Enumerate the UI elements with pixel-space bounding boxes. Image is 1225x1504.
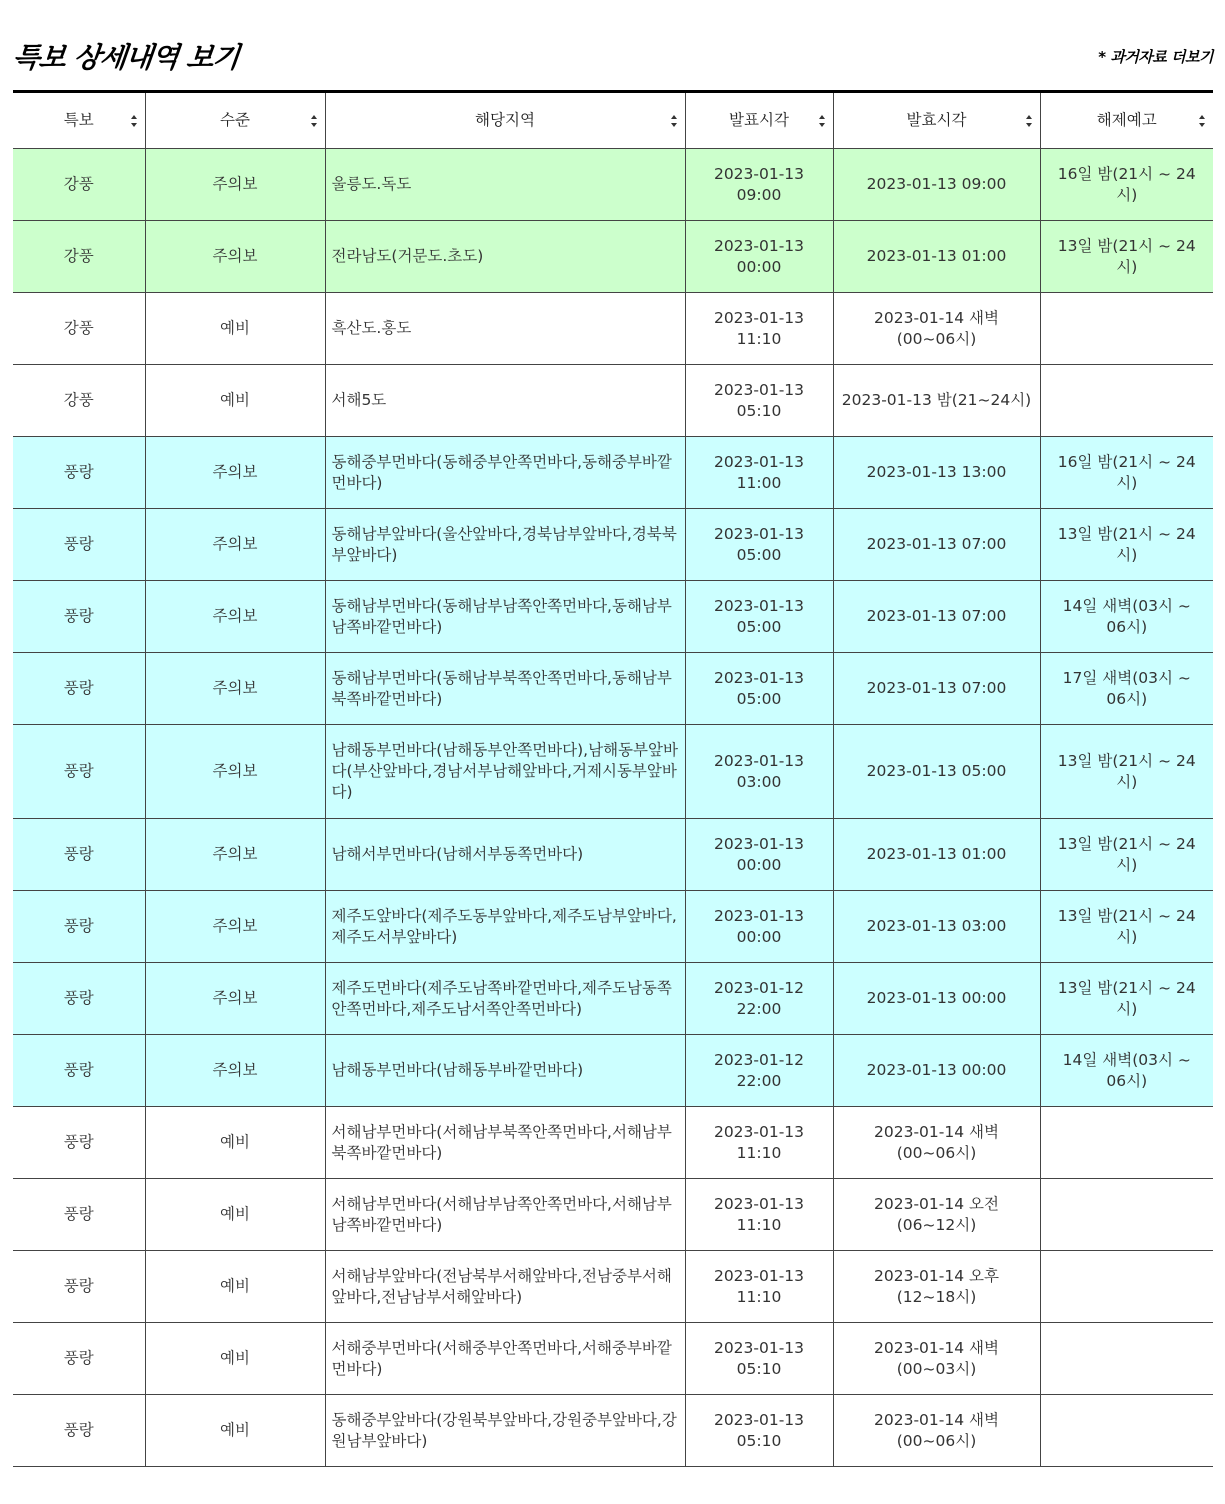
effective-line-1: 2023-01-14 새벽 <box>874 308 999 327</box>
release-line-1: 13일 밤(21시 ~ 24시) <box>1057 751 1196 791</box>
cell-effective <box>833 149 1040 221</box>
announced-date: 2023-01-13 <box>713 668 805 687</box>
column-header-area[interactable]: 해당지역 <box>325 92 685 149</box>
announced-time: 11:10 <box>736 1143 782 1162</box>
effective-line-1: 2023-01-13 01:00 <box>866 247 1007 265</box>
effective-line-2: (06~12시) <box>896 1215 977 1234</box>
announced-time: 22:00 <box>736 999 782 1018</box>
release-line-2: 06시) <box>1106 1071 1148 1090</box>
cell-announced <box>685 725 833 819</box>
effective-line-2: (00~06시) <box>896 1143 977 1162</box>
cell-type: 강풍 <box>13 365 145 437</box>
cell-area: 동해중부먼바다(동해중부안쪽먼바다,동해중부바깥먼바다) <box>325 437 685 509</box>
cell-announced <box>685 221 833 293</box>
table-row <box>13 1035 1213 1107</box>
announced-date: 2023-01-13 <box>713 1410 805 1429</box>
cell-type: 풍랑 <box>13 1179 145 1251</box>
announced-time: 05:00 <box>736 617 782 636</box>
cell-level: 주의보 <box>145 1035 325 1107</box>
cell-area: 남해동부먼바다(남해동부바깥먼바다) <box>325 1035 685 1107</box>
announced-date: 2023-01-13 <box>713 1194 805 1213</box>
release-line-2: 06시) <box>1106 617 1148 636</box>
release-line-1: 13일 밤(21시 ~ 24시) <box>1057 834 1196 874</box>
table-row <box>13 653 1213 725</box>
cell-area: 동해남부앞바다(울산앞바다,경북남부앞바다,경북북부앞바다) <box>325 509 685 581</box>
effective-line-1: 2023-01-14 오후 <box>874 1266 999 1285</box>
cell-level: 주의보 <box>145 963 325 1035</box>
table-row <box>13 725 1213 819</box>
effective-line-1: 2023-01-13 07:00 <box>866 535 1007 553</box>
release-line-1: 16일 밤(21시 ~ 24시) <box>1057 452 1196 492</box>
cell-announced <box>685 437 833 509</box>
effective-line-1: 2023-01-13 07:00 <box>866 607 1007 625</box>
page-title: 특보 상세내역 보기 <box>11 41 241 74</box>
announced-date: 2023-01-13 <box>713 524 805 543</box>
column-header-announced[interactable]: 발표시각 <box>685 92 833 149</box>
cell-type: 풍랑 <box>13 725 145 819</box>
cell-release <box>1040 509 1213 581</box>
cell-level: 주의보 <box>145 653 325 725</box>
cell-area: 동해남부먼바다(동해남부북쪽안쪽먼바다,동해남부북쪽바깥먼바다) <box>325 653 685 725</box>
effective-line-1: 2023-01-13 03:00 <box>866 917 1007 935</box>
sort-icon[interactable] <box>311 115 318 127</box>
table-row <box>13 149 1213 221</box>
cell-effective <box>833 437 1040 509</box>
cell-level: 예비 <box>145 1251 325 1323</box>
cell-release <box>1040 581 1213 653</box>
cell-effective <box>833 509 1040 581</box>
table-row <box>13 581 1213 653</box>
table-row <box>13 1179 1213 1251</box>
effective-line-2: (00~06시) <box>896 1431 977 1450</box>
announced-time: 05:10 <box>736 1359 782 1378</box>
cell-announced <box>685 1251 833 1323</box>
announced-time: 09:00 <box>736 185 782 204</box>
sort-icon[interactable] <box>131 115 138 127</box>
cell-area: 제주도앞바다(제주도동부앞바다,제주도남부앞바다,제주도서부앞바다) <box>325 891 685 963</box>
cell-level: 예비 <box>145 1179 325 1251</box>
announced-time: 05:10 <box>736 401 782 420</box>
effective-line-1: 2023-01-13 07:00 <box>866 679 1007 697</box>
cell-announced <box>685 891 833 963</box>
cell-effective <box>833 1107 1040 1179</box>
effective-line-1: 2023-01-14 새벽 <box>874 1410 999 1429</box>
cell-area: 서해중부먼바다(서해중부안쪽먼바다,서해중부바깥먼바다) <box>325 1323 685 1395</box>
cell-effective <box>833 1395 1040 1467</box>
cell-type: 풍랑 <box>13 1035 145 1107</box>
effective-line-2: (12~18시) <box>896 1287 977 1306</box>
table-row <box>13 963 1213 1035</box>
cell-level: 주의보 <box>145 891 325 963</box>
cell-release <box>1040 1323 1213 1395</box>
table-row <box>13 1107 1213 1179</box>
cell-effective <box>833 581 1040 653</box>
cell-level: 예비 <box>145 293 325 365</box>
effective-line-2: (00~03시) <box>896 1359 977 1378</box>
cell-type: 풍랑 <box>13 819 145 891</box>
cell-area: 남해동부먼바다(남해동부안쪽먼바다),남해동부앞바다(부산앞바다,경남서부남해앞바다,거제시동부앞바다) <box>325 725 685 819</box>
cell-area: 동해중부앞바다(강원북부앞바다,강원중부앞바다,강원남부앞바다) <box>325 1395 685 1467</box>
cell-level: 주의보 <box>145 437 325 509</box>
table-row <box>13 509 1213 581</box>
cell-area: 동해남부먼바다(동해남부남쪽안쪽먼바다,동해남부남쪽바깥먼바다) <box>325 581 685 653</box>
release-line-1: 13일 밤(21시 ~ 24시) <box>1057 906 1196 946</box>
cell-type: 강풍 <box>13 293 145 365</box>
cell-announced <box>685 509 833 581</box>
sort-icon[interactable] <box>1199 115 1206 127</box>
table-row <box>13 437 1213 509</box>
cell-effective <box>833 365 1040 437</box>
cell-effective <box>833 1251 1040 1323</box>
cell-level: 주의보 <box>145 221 325 293</box>
effective-line-1: 2023-01-13 09:00 <box>866 175 1007 193</box>
effective-line-2: (00~06시) <box>896 329 977 348</box>
cell-announced <box>685 1395 833 1467</box>
cell-type: 풍랑 <box>13 891 145 963</box>
table-body <box>13 149 1213 1467</box>
cell-type: 풍랑 <box>13 1395 145 1467</box>
announced-time: 11:10 <box>736 329 782 348</box>
cell-level: 주의보 <box>145 509 325 581</box>
release-line-2: 06시) <box>1106 689 1148 708</box>
cell-announced <box>685 1179 833 1251</box>
cell-level: 예비 <box>145 1395 325 1467</box>
release-line-1: 16일 밤(21시 ~ 24시) <box>1057 164 1196 204</box>
cell-announced <box>685 581 833 653</box>
cell-release <box>1040 1035 1213 1107</box>
cell-type: 풍랑 <box>13 1107 145 1179</box>
announced-date: 2023-01-13 <box>713 751 805 770</box>
cell-effective <box>833 293 1040 365</box>
cell-type: 풍랑 <box>13 1323 145 1395</box>
effective-line-1: 2023-01-13 00:00 <box>866 1061 1007 1079</box>
cell-effective <box>833 819 1040 891</box>
announced-time: 11:10 <box>736 1287 782 1306</box>
announced-time: 22:00 <box>736 1071 782 1090</box>
table-row <box>13 365 1213 437</box>
cell-effective <box>833 221 1040 293</box>
cell-announced <box>685 1107 833 1179</box>
cell-release <box>1040 1107 1213 1179</box>
announced-date: 2023-01-13 <box>713 164 805 183</box>
table-row <box>13 1251 1213 1323</box>
cell-effective <box>833 653 1040 725</box>
cell-type: 강풍 <box>13 149 145 221</box>
column-header-release[interactable]: 해제예고 <box>1040 92 1213 149</box>
cell-release <box>1040 725 1213 819</box>
announced-date: 2023-01-13 <box>713 308 805 327</box>
table-row <box>13 891 1213 963</box>
table-row <box>13 1323 1213 1395</box>
cell-level: 예비 <box>145 1323 325 1395</box>
announced-date: 2023-01-13 <box>713 380 805 399</box>
cell-area: 서해남부먼바다(서해남부북쪽안쪽먼바다,서해남부북쪽바깥먼바다) <box>325 1107 685 1179</box>
announced-date: 2023-01-13 <box>713 1266 805 1285</box>
cell-release <box>1040 1179 1213 1251</box>
cell-announced <box>685 819 833 891</box>
table-header-row <box>13 92 1213 149</box>
announced-date: 2023-01-13 <box>713 596 805 615</box>
cell-area: 제주도먼바다(제주도남쪽바깥먼바다,제주도남동쪽안쪽먼바다,제주도남서쪽안쪽먼바다) <box>325 963 685 1035</box>
cell-type: 풍랑 <box>13 509 145 581</box>
cell-effective <box>833 1179 1040 1251</box>
cell-release <box>1040 891 1213 963</box>
cell-announced <box>685 653 833 725</box>
cell-effective <box>833 1323 1040 1395</box>
cell-area: 서해남부앞바다(전남북부서해앞바다,전남중부서해앞바다,전남남부서해앞바다) <box>325 1251 685 1323</box>
announced-time: 05:00 <box>736 689 782 708</box>
effective-line-1: 2023-01-13 05:00 <box>866 762 1007 780</box>
cell-announced <box>685 1323 833 1395</box>
cell-announced <box>685 1035 833 1107</box>
column-header-effective[interactable]: 발효시각 <box>833 92 1040 149</box>
announced-time: 00:00 <box>736 927 782 946</box>
announced-date: 2023-01-12 <box>713 978 805 997</box>
announced-time: 11:10 <box>736 1215 782 1234</box>
effective-line-1: 2023-01-14 새벽 <box>874 1338 999 1357</box>
announced-time: 11:00 <box>736 473 782 492</box>
cell-area: 울릉도.독도 <box>325 149 685 221</box>
cell-area: 서해5도 <box>325 365 685 437</box>
cell-type: 풍랑 <box>13 963 145 1035</box>
warning-table <box>13 90 1213 1467</box>
release-line-1: 17일 새벽(03시 ~ <box>1062 668 1191 687</box>
cell-level: 주의보 <box>145 725 325 819</box>
announced-time: 00:00 <box>736 855 782 874</box>
effective-line-1: 2023-01-13 01:00 <box>866 845 1007 863</box>
cell-release <box>1040 437 1213 509</box>
announced-time: 05:10 <box>736 1431 782 1450</box>
cell-area: 전라남도(거문도.초도) <box>325 221 685 293</box>
cell-level: 주의보 <box>145 149 325 221</box>
announced-time: 00:00 <box>736 257 782 276</box>
release-line-1: 13일 밤(21시 ~ 24시) <box>1057 236 1196 276</box>
cell-release <box>1040 221 1213 293</box>
announced-time: 03:00 <box>736 772 782 791</box>
table-row <box>13 1395 1213 1467</box>
cell-type: 풍랑 <box>13 1251 145 1323</box>
cell-release <box>1040 819 1213 891</box>
cell-effective <box>833 963 1040 1035</box>
release-line-1: 14일 새벽(03시 ~ <box>1062 1050 1191 1069</box>
cell-announced <box>685 963 833 1035</box>
cell-announced <box>685 149 833 221</box>
cell-level: 예비 <box>145 1107 325 1179</box>
cell-area: 흑산도.홍도 <box>325 293 685 365</box>
cell-level: 예비 <box>145 365 325 437</box>
cell-area: 서해남부먼바다(서해남부남쪽안쪽먼바다,서해남부남쪽바깥먼바다) <box>325 1179 685 1251</box>
announced-date: 2023-01-13 <box>713 906 805 925</box>
cell-type: 풍랑 <box>13 653 145 725</box>
cell-release <box>1040 1395 1213 1467</box>
cell-area: 남해서부먼바다(남해서부동쪽먼바다) <box>325 819 685 891</box>
announced-date: 2023-01-13 <box>713 452 805 471</box>
effective-line-1: 2023-01-13 13:00 <box>866 463 1007 481</box>
release-line-1: 13일 밤(21시 ~ 24시) <box>1057 524 1196 564</box>
column-header-level[interactable]: 수준 <box>145 92 325 149</box>
announced-date: 2023-01-13 <box>713 834 805 853</box>
cell-effective <box>833 1035 1040 1107</box>
cell-effective <box>833 725 1040 819</box>
cell-release <box>1040 365 1213 437</box>
release-line-1: 13일 밤(21시 ~ 24시) <box>1057 978 1196 1018</box>
sort-icon[interactable] <box>1026 115 1033 127</box>
cell-type: 강풍 <box>13 221 145 293</box>
cell-level: 주의보 <box>145 581 325 653</box>
effective-line-1: 2023-01-13 밤(21~24시) <box>841 391 1032 409</box>
announced-date: 2023-01-13 <box>713 236 805 255</box>
cell-release <box>1040 149 1213 221</box>
cell-effective <box>833 891 1040 963</box>
cell-release <box>1040 653 1213 725</box>
announced-date: 2023-01-12 <box>713 1050 805 1069</box>
sort-icon[interactable] <box>819 115 826 127</box>
announced-date: 2023-01-13 <box>713 1122 805 1141</box>
cell-release <box>1040 293 1213 365</box>
announced-date: 2023-01-13 <box>713 1338 805 1357</box>
sort-icon[interactable] <box>671 115 678 127</box>
table-row <box>13 221 1213 293</box>
announced-time: 05:00 <box>736 545 782 564</box>
column-header-type[interactable]: 특보 <box>13 92 145 149</box>
table-row <box>13 819 1213 891</box>
effective-line-1: 2023-01-14 오전 <box>874 1194 999 1213</box>
history-more-link[interactable]: * 과거자료 더보기 <box>1098 48 1213 66</box>
cell-announced <box>685 365 833 437</box>
cell-type: 풍랑 <box>13 581 145 653</box>
cell-level: 주의보 <box>145 819 325 891</box>
page-header <box>13 30 1213 80</box>
cell-release <box>1040 1251 1213 1323</box>
table-row <box>13 293 1213 365</box>
release-line-1: 14일 새벽(03시 ~ <box>1062 596 1191 615</box>
cell-type: 풍랑 <box>13 437 145 509</box>
cell-announced <box>685 293 833 365</box>
effective-line-1: 2023-01-13 00:00 <box>866 989 1007 1007</box>
cell-release <box>1040 963 1213 1035</box>
effective-line-1: 2023-01-14 새벽 <box>874 1122 999 1141</box>
